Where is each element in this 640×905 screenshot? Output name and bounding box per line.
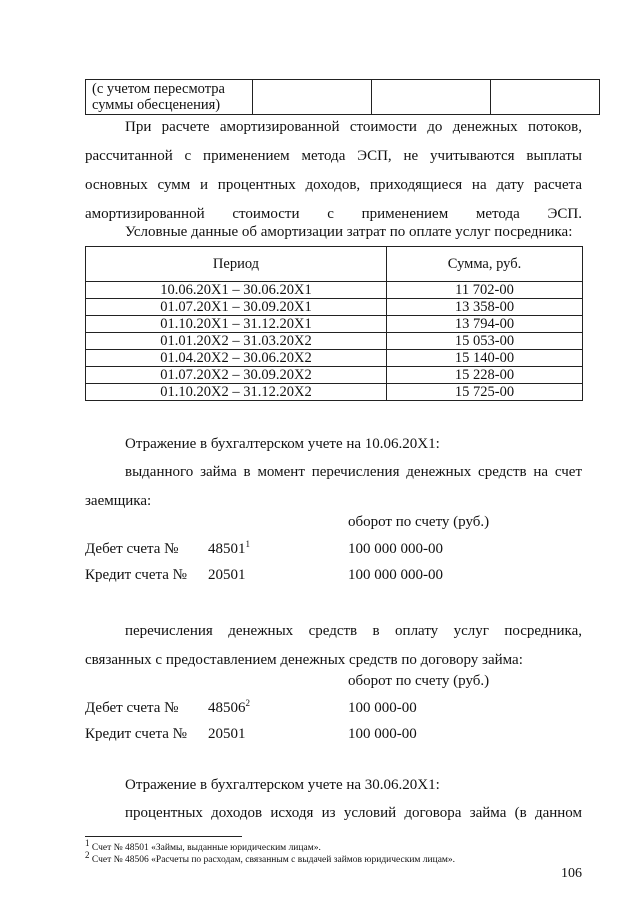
table-fragment (85, 79, 600, 115)
table-fragment-cell-empty (372, 80, 491, 114)
section2-credit-amount: 100 000-00 (348, 726, 417, 742)
footnote-divider (85, 836, 242, 837)
section1-debit-amount: 100 000 000-00 (348, 541, 443, 557)
footnote-mark: 2 (245, 698, 250, 708)
footnote-2 (85, 849, 456, 866)
header-period: Период (86, 247, 387, 282)
table-row (86, 333, 583, 350)
period-cell: 01.10.20X1 – 31.12.20X1 (86, 316, 387, 333)
section1-debit-label: Дебет счета № (85, 541, 179, 557)
section3-description: процентных доходов исходя из условий договора займа (в данном (125, 805, 582, 821)
footnote-mark: 2 (85, 849, 90, 860)
period-cell: 01.04.20X2 – 30.06.20X2 (86, 350, 387, 367)
sum-cell: 15 725-00 (387, 384, 583, 401)
section1-heading: Отражение в бухгалтерском учете на 10.06.20X1: (125, 436, 440, 452)
sum-cell: 15 140-00 (387, 350, 583, 367)
paragraph-amortized-cost: При расчете амортизированной стоимости до денежных потоков, рассчитанной с применением метода ЭСП, не учитываются выплаты основных сумм и процентных доходов, приходящиеся на дату расчета амортизированной стоимости с применением метода ЭСП. (85, 119, 582, 222)
period-cell: 01.10.20X2 – 31.12.20X2 (86, 384, 387, 401)
period-cell: 01.01.20X2 – 31.03.20X2 (86, 333, 387, 350)
sum-cell: 15 053-00 (387, 333, 583, 350)
table-fragment-line2: суммы обесценения) (92, 97, 221, 113)
account-number: 48506 (208, 700, 246, 716)
section2-debit-label: Дебет счета № (85, 700, 179, 716)
sum-cell: 11 702-00 (387, 282, 583, 299)
section3-heading: Отражение в бухгалтерском учете на 30.06.20X1: (125, 777, 440, 793)
page-number: 106 (561, 866, 582, 881)
footnote-text: Счет № 48506 «Расчеты по расходам, связанным с выдачей займов юридическим лицам». (91, 855, 456, 865)
footnote-mark: 1 (245, 539, 250, 549)
period-cell: 01.07.20X1 – 30.09.20X1 (86, 299, 387, 316)
table-row (86, 299, 583, 316)
table-row (86, 350, 583, 367)
account-number: 48501 (208, 541, 246, 557)
sum-cell: 15 228-00 (387, 367, 583, 384)
footnote-1 (85, 837, 321, 854)
table-row (86, 316, 583, 333)
section2-turnover-label: оборот по счету (руб.) (348, 673, 490, 689)
amortization-table (85, 246, 583, 401)
section1-description: выданного займа в момент перечисления денежных средств на счет заемщика: (85, 464, 582, 509)
header-sum: Сумма, руб. (387, 247, 583, 282)
section2-credit-account: 20501 (208, 726, 246, 742)
section1-turnover-label: оборот по счету (руб.) (348, 514, 490, 530)
table-row (86, 282, 583, 299)
footnote-mark: 1 (85, 837, 90, 848)
sum-cell: 13 358-00 (387, 299, 583, 316)
section1-credit-label: Кредит счета № (85, 567, 187, 583)
section1-credit-amount: 100 000 000-00 (348, 567, 443, 583)
footnote-text: Счет № 48501 «Займы, выданные юридическим лицам». (91, 843, 321, 853)
section2-credit-label: Кредит счета № (85, 726, 187, 742)
section2-description: перечисления денежных средств в оплату услуг посредника, связанных с предоставлением денежных средств по договору займа: (85, 623, 582, 668)
section2-debit-account (208, 698, 250, 718)
table-fragment-cell-empty (253, 80, 372, 114)
period-cell: 01.07.20X2 – 30.09.20X2 (86, 367, 387, 384)
table-row (86, 367, 583, 384)
table-fragment-line1: (с учетом пересмотра (92, 81, 225, 97)
table-intro: Условные данные об амортизации затрат по оплате услуг посредника: (125, 224, 573, 240)
section1-credit-account: 20501 (208, 567, 246, 583)
section2-debit-amount: 100 000-00 (348, 700, 417, 716)
section1-debit-account (208, 539, 250, 559)
table-fragment-cell (86, 80, 253, 114)
sum-cell: 13 794-00 (387, 316, 583, 333)
table-row (86, 384, 583, 401)
period-cell: 10.06.20X1 – 30.06.20X1 (86, 282, 387, 299)
